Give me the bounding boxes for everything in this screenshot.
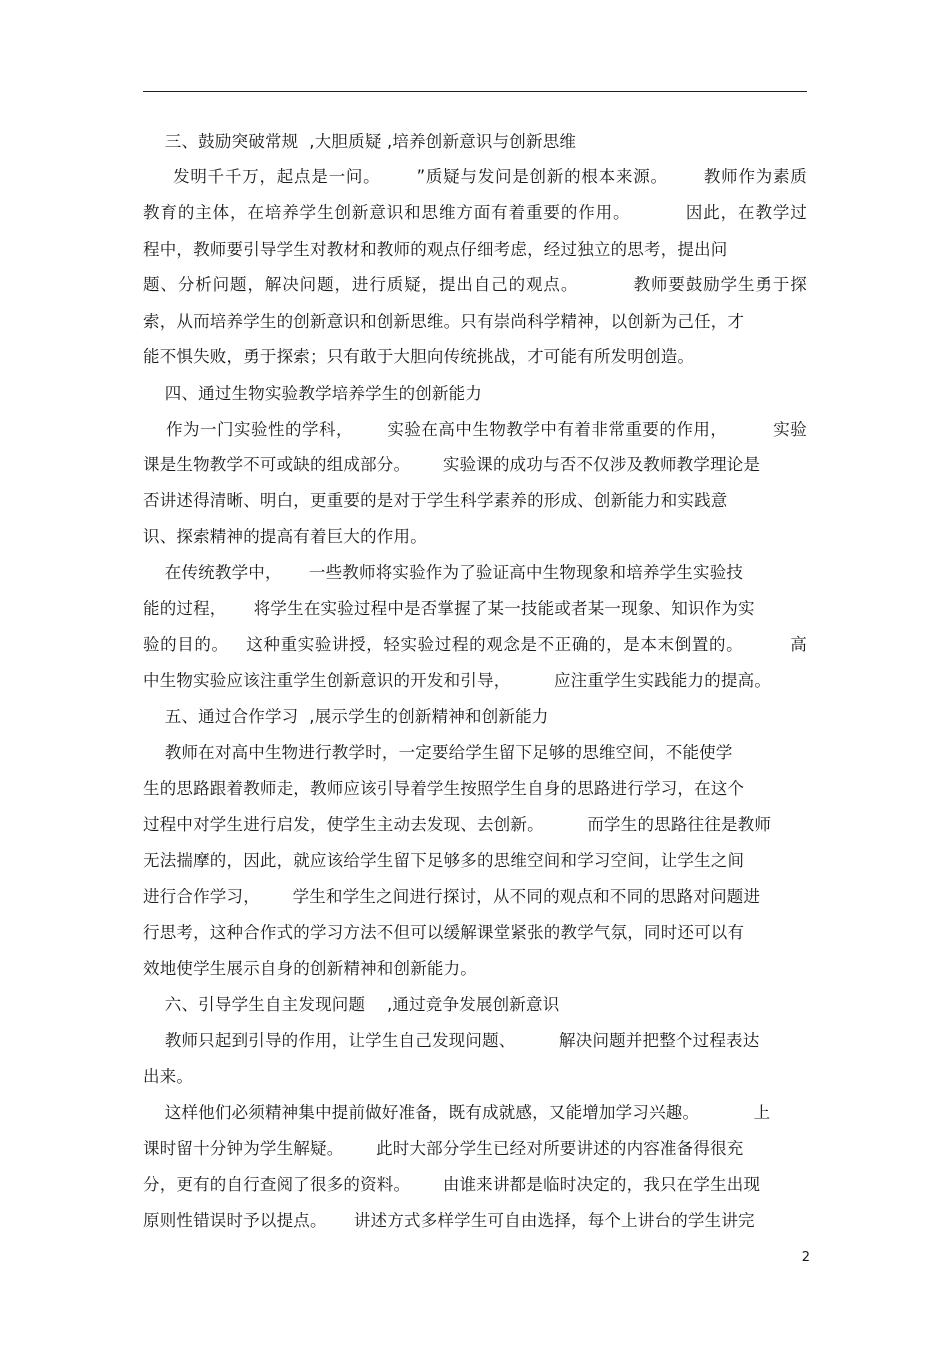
text-line: 作为一门实验性的学科， 实验在高中生物教学中有着非常重要的作用， 实验 [143,420,807,439]
text-line: 题、分析问题，解决问题，进行质疑，提出自己的观点。 教师要鼓励学生勇于探 [143,275,807,294]
text-line: 能的过程， 将学生在实验过程中是否掌握了某一技能或者某一现象、知识作为实 [143,599,755,618]
text-line: 识、探索精神的提高有着巨大的作用。 [143,527,427,546]
text-line: 发明千千万，起点是一问。 ”质疑与发问是创新的根本来源。 教师作为素质 [143,167,807,186]
text-line: 四、通过生物实验教学培养学生的创新能力 [143,384,483,403]
text-line: 无法揣摩的，因此，就应该给学生留下足够多的思维空间和学习空间，让学生之间 [143,851,745,870]
text-line: 能不惧失败，勇于探索；只有敢于大胆向传统挑战，才可能有所发明创造。 [143,347,695,366]
text-line: 教育的主体，在培养学生创新意识和思维方面有着重要的作用。 因此，在教学过 [143,203,807,222]
text-line: 否讲述得清晰、明白，更重要的是对于学生科学素养的形成、创新能力和实践意 [143,491,728,510]
text-line: 原则性错误时予以提点。 讲述方式多样学生可自由选择，每个上讲台的学生讲完 [143,1211,755,1230]
text-line: 在传统教学中， 一些教师将实验作为了验证高中生物现象和培养学生实验技 [143,563,744,582]
text-line: 教师在对高中生物进行教学时，一定要给学生留下足够的思维空间，不能使学 [143,743,733,762]
text-line: 程中，教师要引导学生对教材和教师的观点仔细考虑，经过独立的思考，提出问 [143,240,728,259]
text-line: 教师只起到引导的作用，让学生自己发现问题、 解决问题并把整个过程表达 [143,1031,760,1050]
header-rule [143,91,807,92]
text-line: 课时留十分钟为学生解疑。 此时大部分学生已经对所要讲述的内容准备得很充 [143,1139,744,1158]
text-line: 这样他们必须精神集中提前做好准备，既有成就感，又能增加学习兴趣。 上 [143,1103,771,1122]
text-line: 三、鼓励突破常规 ,大胆质疑 ,培养创新意识与创新思维 [143,132,577,151]
text-line: 效地使学生展示自身的创新精神和创新能力。 [143,959,477,978]
text-line: 进行合作学习， 学生和学生之间进行探讨，从不同的观点和不同的思路对问题进 [143,887,761,906]
text-line: 行思考，这种合作式的学习方法不但可以缓解课堂紧张的教学气氛，同时还可以有 [143,923,745,942]
text-line: 生的思路跟着教师走，教师应该引导着学生按照学生自身的思路进行学习，在这个 [143,779,745,798]
page-number: 2 [801,1250,810,1265]
text-line: 过程中对学生进行启发，使学生主动去发现、去创新。 而学生的思路往往是教师 [143,815,772,834]
text-line: 验的目的。 这种重实验讲授，轻实验过程的观念是不正确的，是本末倒置的。 高 [143,635,807,654]
text-line: 出来。 [143,1067,194,1086]
text-line: 六、引导学生自主发现问题 ,通过竞争发展创新意识 [143,995,560,1014]
text-line: 分，更有的自行查阅了很多的资料。 由谁来讲都是临时决定的，我只在学生出现 [143,1175,761,1194]
text-line: 中生物实验应该注重学生创新意识的开发和引导， 应注重学生实践能力的提高。 [143,671,772,690]
text-line: 课是生物教学不可或缺的组成部分。 实验课的成功与否不仅涉及教师教学理论是 [143,455,761,474]
text-line: 五、通过合作学习 ,展示学生的创新精神和创新能力 [143,707,549,726]
text-line: 索，从而培养学生的创新意识和创新思维。只有崇尚科学精神，以创新为己任，才 [143,312,745,331]
